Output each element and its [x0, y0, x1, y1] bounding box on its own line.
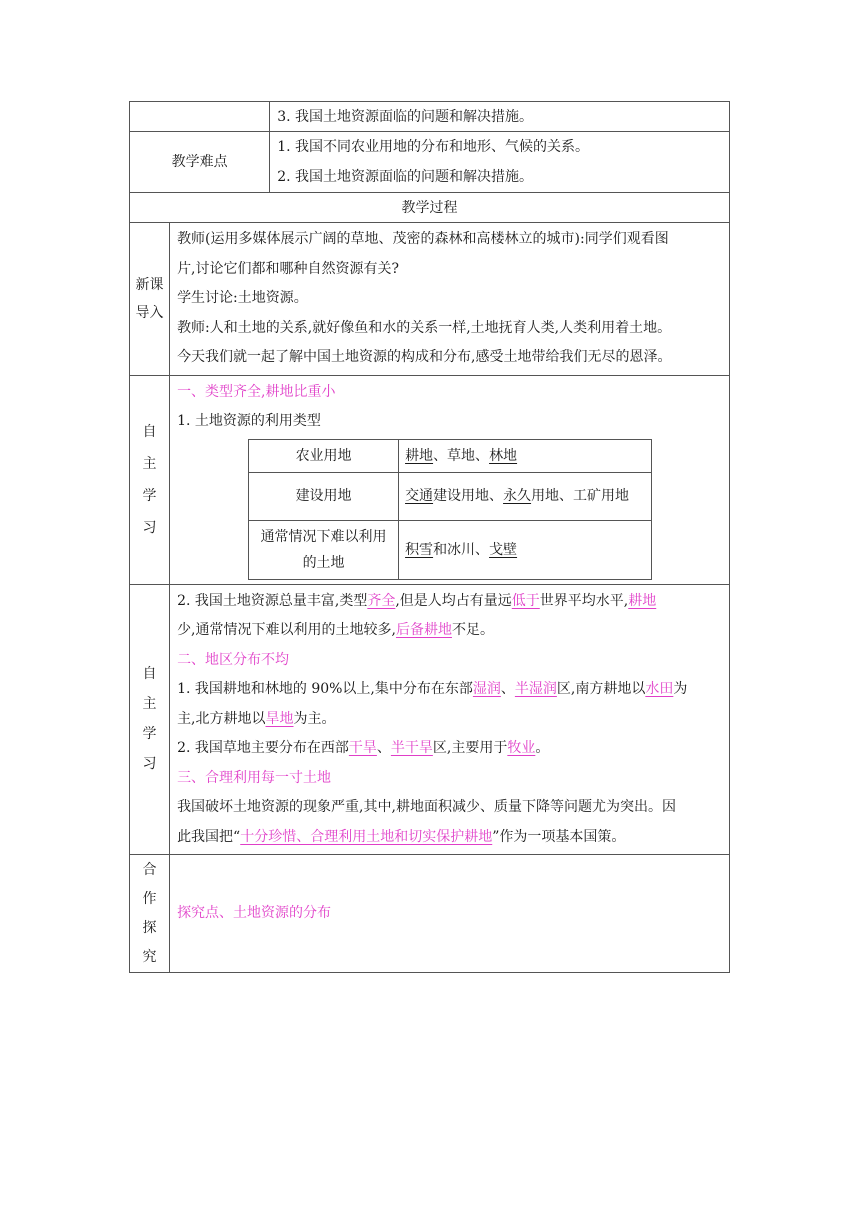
blank-answer: 交通	[405, 488, 434, 504]
coop-text: 探究点、土地资源的分布	[170, 855, 730, 973]
text-run: 为主。	[293, 710, 336, 727]
blank-answer: 湿润	[472, 681, 501, 697]
land-use-row	[249, 472, 652, 520]
section-heading-3: 三、合理利用每一寸土地	[177, 769, 332, 786]
blank-answer: 干旱	[348, 740, 377, 756]
land-use-subheading: 1. 土地资源的利用类型	[177, 413, 321, 429]
blank-answer: 林地	[489, 447, 518, 464]
paragraph-total	[177, 587, 722, 617]
paragraph-policy-cont	[177, 823, 722, 853]
label-char: 合	[142, 861, 157, 878]
intro-label	[130, 223, 170, 376]
blank-answer: 半干旱	[390, 740, 433, 756]
blank-answer: 牧业	[507, 740, 536, 756]
goal-label-cell	[130, 102, 270, 132]
label-char: 主	[142, 455, 157, 472]
label-char: 学	[142, 726, 157, 743]
intro-label-line: 导入	[135, 304, 164, 321]
paragraph-policy: 我国破坏土地资源的现象严重,其中,耕地面积减少、质量下降等问题尤为突出。因	[177, 799, 676, 815]
blank-answer: 永久	[503, 488, 532, 504]
label-char: 习	[142, 519, 157, 536]
section-heading-2: 二、地区分布不均	[177, 651, 290, 668]
difficulty-row	[130, 132, 730, 193]
blank-answer: 旱地	[265, 710, 294, 727]
land-type: 农业用地	[249, 439, 399, 472]
text-run: 不足。	[451, 622, 494, 638]
land-type	[249, 520, 399, 579]
self-study-label-1	[130, 375, 170, 584]
intro-label-line: 新课	[135, 276, 164, 293]
intro-row	[130, 223, 730, 376]
text-run: 。	[535, 740, 550, 756]
blank-answer: 十分珍惜、合理利用土地和切实保护耕地	[240, 828, 493, 845]
blank-answer: 耕地	[628, 592, 657, 609]
land-use-table	[248, 439, 652, 580]
text-run: ”作为一项基本国策。	[492, 828, 626, 845]
paragraph-farmland	[177, 675, 722, 705]
land-examples	[399, 520, 652, 579]
process-title-row	[130, 193, 730, 223]
self-study-row-2	[130, 584, 730, 855]
intro-line: 今天我们就一起了解中国土地资源的构成和分布,感受土地带给我们无尽的恩泽。	[177, 349, 672, 365]
difficulty-label: 教学难点	[130, 132, 270, 193]
label-char: 习	[142, 756, 157, 773]
label-char: 学	[142, 487, 157, 504]
lesson-plan-table	[129, 101, 730, 973]
land-type-line: 通常情况下难以利用	[260, 528, 387, 545]
text-run: 此我国把“	[177, 828, 241, 845]
text-run: 1. 我国耕地和林地的 90%以上,集中分布在东部	[177, 681, 473, 697]
text-run: 2. 我国土地资源总量丰富,类型	[177, 592, 368, 609]
intro-line: 学生讨论:土地资源。	[177, 290, 308, 306]
paragraph-total-cont	[177, 616, 722, 646]
text-run: 为	[673, 681, 688, 697]
text-run: 、草地、	[433, 447, 490, 464]
text-run: 主,北方耕地以	[177, 710, 266, 727]
difficulty-items	[270, 132, 730, 193]
text-run: 、	[376, 740, 391, 756]
text-run: 少,通常情况下难以利用的土地较多,	[177, 622, 396, 638]
land-use-row	[249, 439, 652, 472]
self-study-content-1	[170, 375, 730, 584]
label-char: 探	[142, 919, 157, 936]
blank-answer: 戈壁	[489, 541, 518, 558]
blank-answer: 积雪	[405, 541, 434, 558]
text-run: ,但是人均占有量远	[395, 592, 512, 609]
land-examples	[399, 439, 652, 472]
paragraph-farmland-cont	[177, 705, 722, 735]
goal-row	[130, 102, 730, 132]
blank-answer: 后备耕地	[395, 622, 452, 638]
intro-line: 片,讨论它们都和哪种自然资源有关?	[177, 260, 400, 277]
text-run: 和冰川、	[433, 541, 490, 558]
text-run: 区,主要用于	[432, 740, 508, 756]
blank-answer: 半湿润	[514, 681, 557, 697]
self-study-row-1	[130, 375, 730, 584]
intro-line: 教师:人和土地的关系,就好像鱼和水的关系一样,土地抚育人类,人类利用着土地。	[177, 319, 672, 336]
blank-answer: 低于	[511, 592, 540, 609]
label-char: 自	[142, 423, 157, 440]
label-char: 作	[142, 890, 157, 907]
coop-label	[130, 855, 170, 973]
text-run: 2. 我国草地主要分布在西部	[177, 740, 349, 756]
paragraph-grassland	[177, 734, 722, 764]
text-run: 、	[500, 681, 515, 697]
blank-answer: 水田	[645, 681, 674, 697]
land-type-line: 的土地	[302, 554, 345, 571]
intro-text	[170, 223, 730, 376]
difficulty-item: 2. 我国土地资源面临的问题和解决措施。	[277, 169, 534, 185]
self-study-content-2	[170, 584, 730, 855]
label-char: 究	[142, 948, 157, 965]
land-examples	[399, 472, 652, 520]
text-run: 区,南方耕地以	[556, 681, 646, 697]
blank-answer: 齐全	[367, 592, 396, 609]
process-title: 教学过程	[130, 193, 730, 223]
self-study-label-2	[130, 584, 170, 855]
section-heading-1: 一、类型齐全,耕地比重小	[177, 383, 336, 400]
blank-answer: 耕地	[405, 447, 434, 464]
land-type: 建设用地	[249, 472, 399, 520]
text-run: 世界平均水平,	[539, 592, 629, 609]
land-use-row	[249, 520, 652, 579]
difficulty-item: 1. 我国不同农业用地的分布和地形、气候的关系。	[277, 139, 590, 155]
text-run: 用地、工矿用地	[531, 488, 630, 504]
label-char: 主	[142, 696, 157, 713]
label-char: 自	[142, 666, 157, 683]
coop-row	[130, 855, 730, 973]
text-run: 建设用地、	[433, 488, 504, 504]
intro-line: 教师(运用多媒体展示广阔的草地、茂密的森林和高楼林立的城市):同学们观看图	[177, 231, 669, 247]
goal-text: 3. 我国土地资源面临的问题和解决措施。	[270, 102, 730, 132]
